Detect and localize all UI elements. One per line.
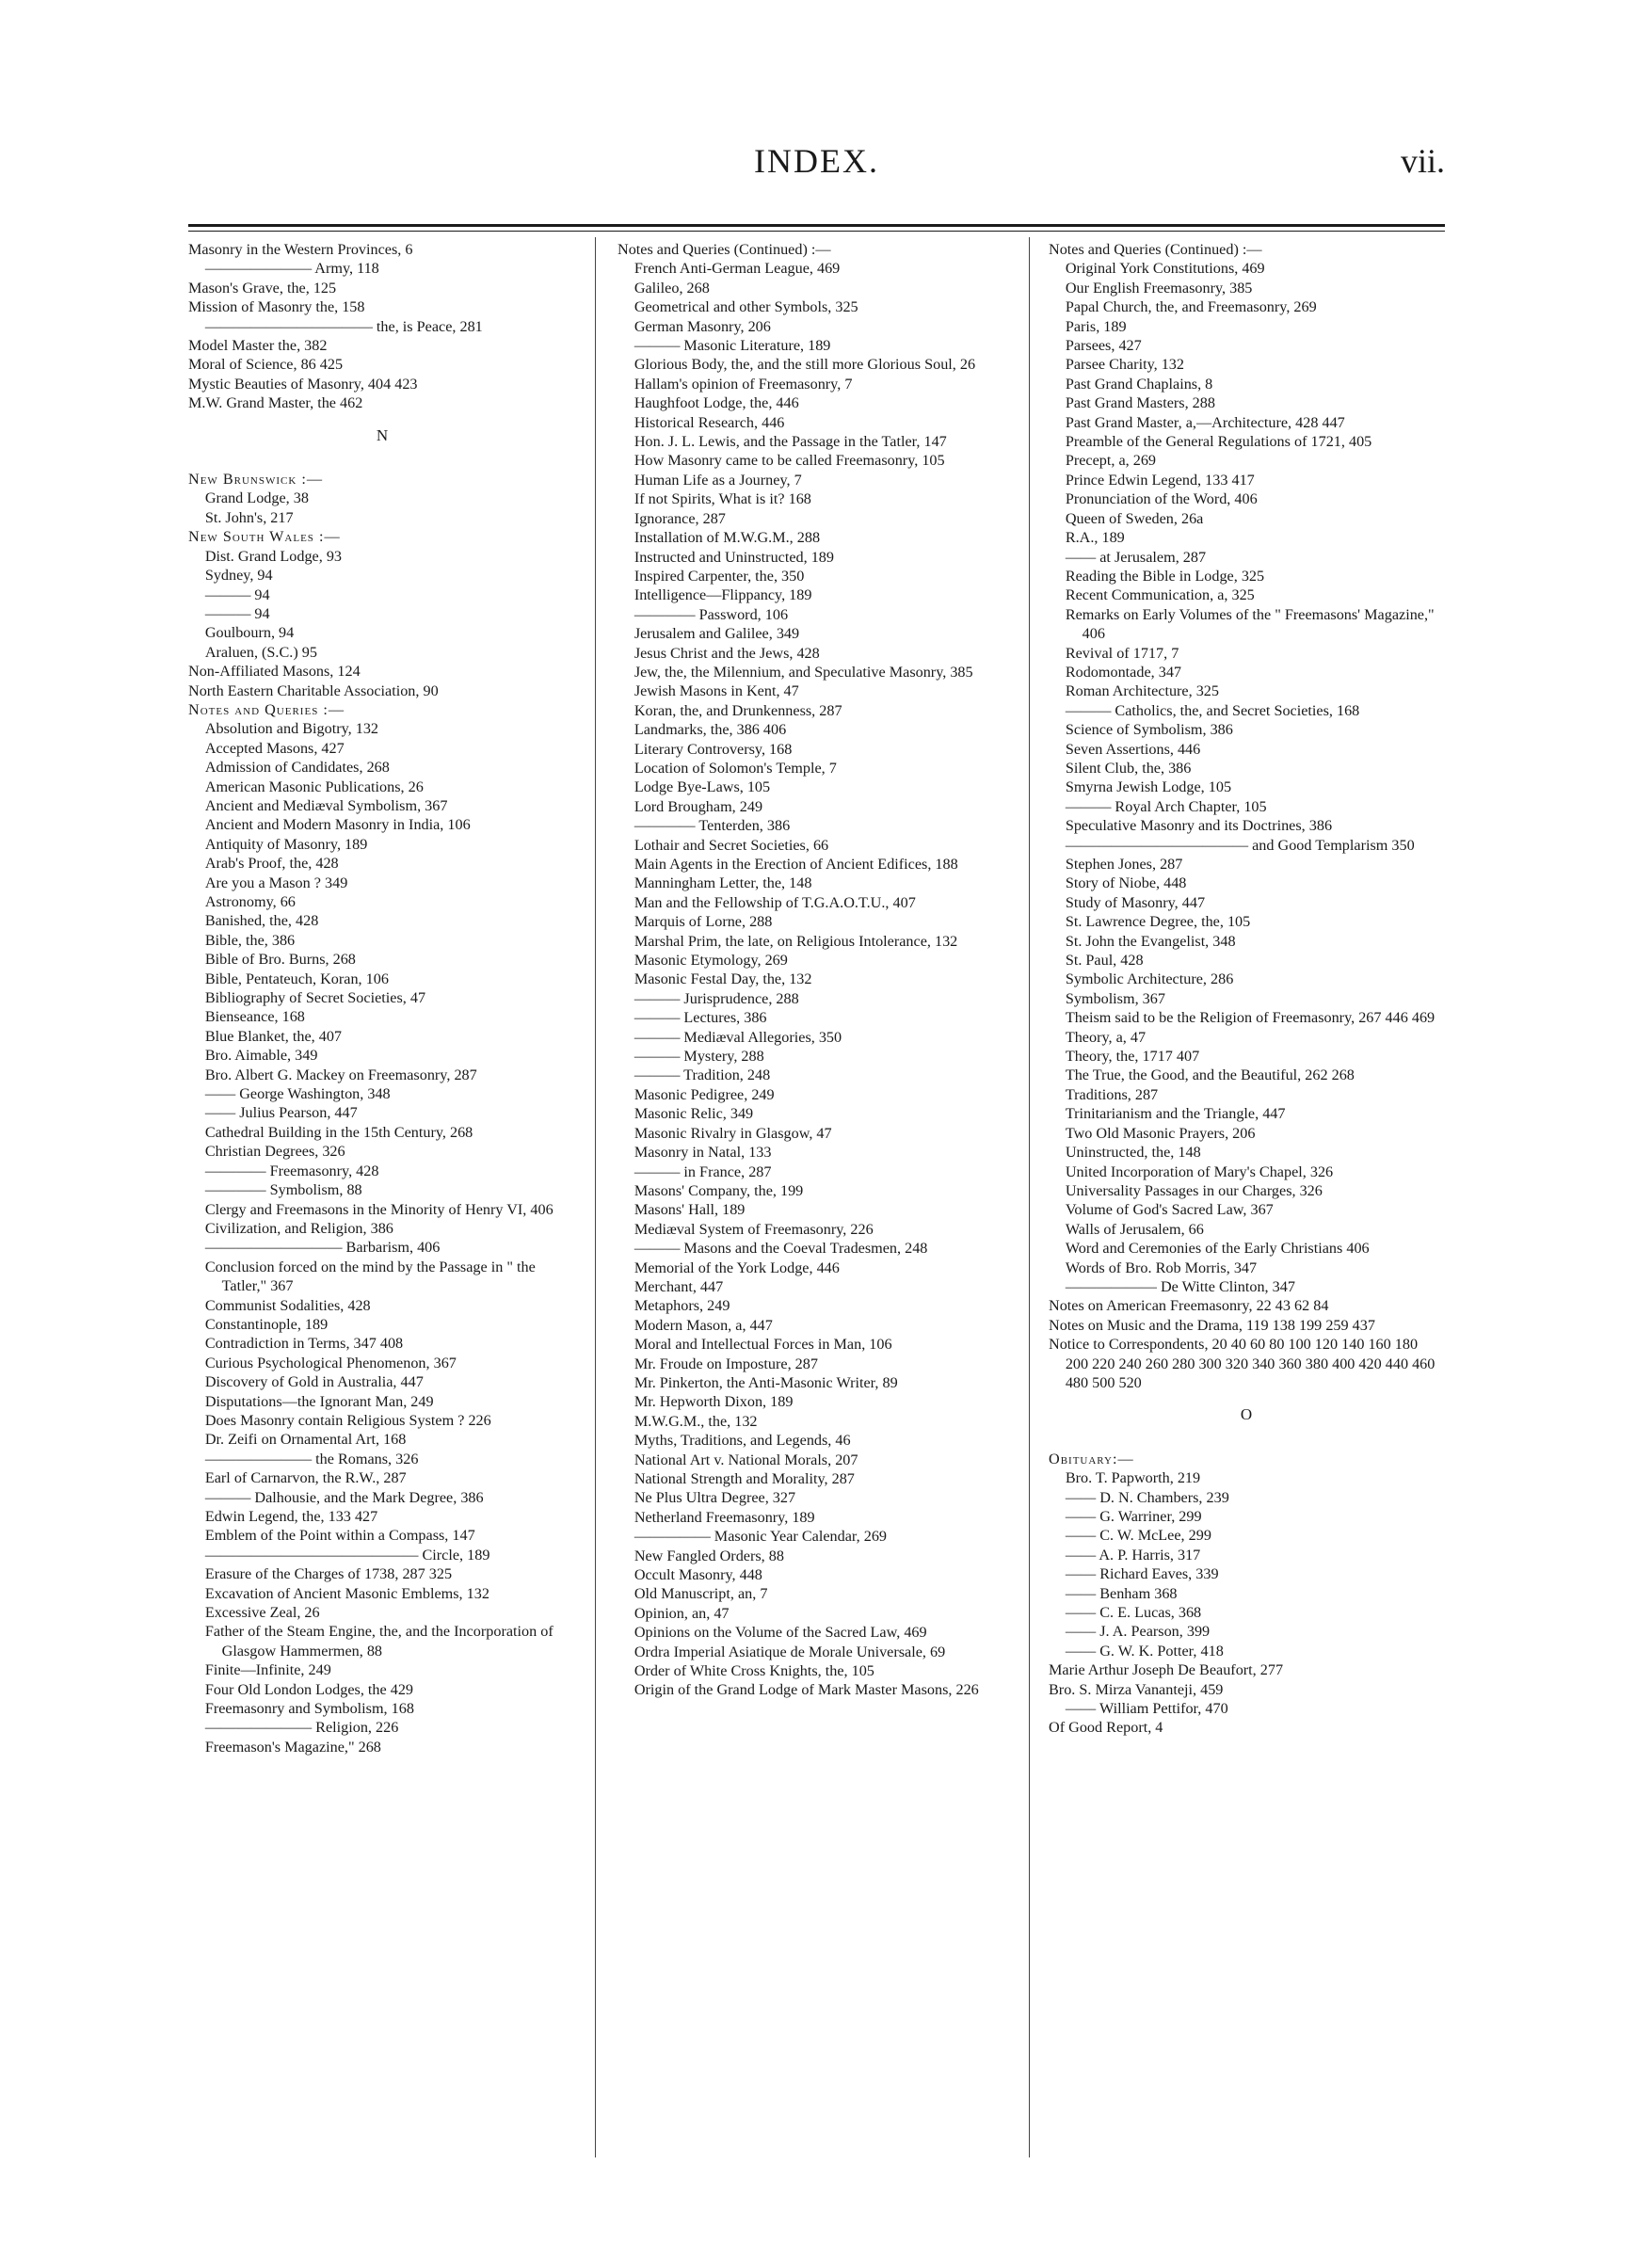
index-entry: Theism said to be the Religion of Freemasonry, 267 446 469 xyxy=(1065,1009,1435,1027)
index-column-2 xyxy=(617,240,1013,1700)
index-entry: Opinion, an, 47 xyxy=(634,1604,730,1622)
index-entry: ——————————— the, is Peace, 281 xyxy=(204,317,483,335)
index-entry: Lothair and Secret Societies, 66 xyxy=(634,836,829,854)
index-column-1 xyxy=(188,240,576,1756)
index-entry: —— Richard Eaves, 339 xyxy=(1065,1565,1219,1583)
index-entry: Lodge Bye-Laws, 105 xyxy=(634,778,771,796)
index-entry: Freemason's Magazine," 268 xyxy=(204,1738,381,1756)
index-entry: ——— Catholics, the, and Secret Societies, 168 xyxy=(1065,701,1360,719)
index-entry: How Masonry came to be called Freemasonry, 105 xyxy=(634,452,945,470)
index-entry: —— Benham 368 xyxy=(1065,1584,1178,1602)
index-entry: ——— Lectures, 386 xyxy=(634,1009,767,1027)
index-entry: Stephen Jones, 287 xyxy=(1065,856,1183,873)
index-entry: R.A., 189 xyxy=(1065,529,1125,547)
index-entry: Mr. Froude on Imposture, 287 xyxy=(634,1355,818,1372)
index-entry: Location of Solomon's Temple, 7 xyxy=(634,759,837,777)
column-divider xyxy=(595,237,596,2157)
index-entry: ——— Royal Arch Chapter, 105 xyxy=(1065,797,1267,815)
index-entry: Volume of God's Sacred Law, 367 xyxy=(1065,1201,1274,1219)
index-entry: ——— 94 xyxy=(204,604,270,622)
index-entry: Dist. Grand Lodge, 93 xyxy=(204,547,343,565)
index-entry: M.W.G.M., the, 132 xyxy=(634,1412,758,1430)
index-entry: Modern Mason, a, 447 xyxy=(634,1316,773,1334)
index-entry: ——— in France, 287 xyxy=(634,1163,772,1180)
index-entry: Installation of M.W.G.M., 288 xyxy=(634,529,821,547)
index-entry: Hon. J. L. Lewis, and the Passage in the Tatler, 147 xyxy=(634,433,947,451)
page-header xyxy=(188,141,1445,198)
index-entry: Notes and Queries (Continued) :— xyxy=(617,241,831,258)
index-entry: Jew, the, the Milennium, and Speculative Masonry, 385 xyxy=(634,663,973,681)
index-entry: Universality Passages in our Charges, 326 xyxy=(1065,1181,1323,1199)
index-entry: Cathedral Building in the 15th Century, 268 xyxy=(204,1123,473,1141)
index-entry: New Fangled Orders, 88 xyxy=(634,1547,784,1564)
index-entry: Model Master the, 382 xyxy=(188,337,328,355)
index-entry: Ancient and Mediæval Symbolism, 367 xyxy=(204,796,448,814)
page-title: INDEX. xyxy=(754,142,879,180)
index-heading: New Brunswick :— xyxy=(188,471,324,489)
index-entry: Communist Sodalities, 428 xyxy=(204,1296,371,1314)
index-entry: Mr. Pinkerton, the Anti-Masonic Writer, 89 xyxy=(634,1373,898,1391)
index-entry: ——— Dalhousie, and the Mark Degree, 386 xyxy=(204,1488,484,1506)
index-entry: Masons' Company, the, 199 xyxy=(634,1181,804,1199)
index-entry: Does Masonry contain Religious System ? 226 xyxy=(204,1411,491,1429)
index-entry: Past Grand Masters, 288 xyxy=(1065,394,1215,412)
index-entry: —— William Pettifor, 470 xyxy=(1065,1700,1228,1718)
index-entry: Bro. Albert G. Mackey on Freemasonry, 287 xyxy=(204,1066,477,1083)
index-entry: Absolution and Bigotry, 132 xyxy=(204,720,379,738)
index-entry: Lord Brougham, 249 xyxy=(634,797,763,815)
index-entry: Reading the Bible in Lodge, 325 xyxy=(1065,567,1265,585)
index-entry: Notice to Correspondents, 20 40 60 80 100 120 140 160 180 200 220 240 260 280 300 320 340 360 380 400 420 440 460 480 500 520 xyxy=(1049,1336,1435,1391)
column-divider xyxy=(1029,237,1030,2157)
index-entry: ——— Tradition, 248 xyxy=(634,1066,771,1084)
index-entry: Papal Church, the, and Freemasonry, 269 xyxy=(1065,298,1317,316)
index-entry: ——— 94 xyxy=(204,585,270,603)
index-entry: Grand Lodge, 38 xyxy=(204,489,309,507)
index-entry: ———— Freemasonry, 428 xyxy=(204,1162,379,1179)
index-entry: —— G. W. K. Potter, 418 xyxy=(1065,1642,1224,1660)
index-entry: Intelligence—Flippancy, 189 xyxy=(634,586,812,604)
index-entry: ——— Mediæval Allegories, 350 xyxy=(634,1028,842,1046)
index-entry: Prince Edwin Legend, 133 417 xyxy=(1065,471,1255,489)
index-entry: Galileo, 268 xyxy=(634,279,710,297)
index-entry: Emblem of the Point within a Compass, 147 xyxy=(204,1527,475,1545)
index-entry: National Strength and Morality, 287 xyxy=(634,1470,855,1487)
index-entry: ——— Mystery, 288 xyxy=(634,1048,764,1066)
header-rule-thick xyxy=(188,224,1445,227)
index-entry: Occult Masonry, 448 xyxy=(634,1566,762,1584)
index-entry: —— A. P. Harris, 317 xyxy=(1065,1546,1201,1563)
index-entry: —————— De Witte Clinton, 347 xyxy=(1065,1277,1295,1295)
index-entry: Inspired Carpenter, the, 350 xyxy=(634,567,805,585)
index-entry: Mr. Hepworth Dixon, 189 xyxy=(634,1393,794,1411)
index-entry: American Masonic Publications, 26 xyxy=(204,778,424,795)
index-entry: Finite—Infinite, 249 xyxy=(204,1661,331,1679)
index-entry: Accepted Masons, 427 xyxy=(204,739,345,757)
index-entry: —— George Washington, 348 xyxy=(204,1085,391,1103)
index-entry: Rodomontade, 347 xyxy=(1065,663,1182,681)
index-entry: Manningham Letter, the, 148 xyxy=(634,874,812,892)
index-entry: ————— Masonic Year Calendar, 269 xyxy=(634,1528,888,1546)
index-entry: Silent Club, the, 386 xyxy=(1065,759,1192,777)
index-entry: Masonic Etymology, 269 xyxy=(634,952,788,970)
index-entry: Bible of Bro. Burns, 268 xyxy=(204,951,356,969)
index-entry: ——————— Army, 118 xyxy=(204,260,379,278)
index-entry: Ignorance, 287 xyxy=(634,509,726,527)
index-entry: Notes and Queries (Continued) :— xyxy=(1049,241,1262,258)
index-entry: Parsee Charity, 132 xyxy=(1065,356,1184,374)
index-entry: Precept, a, 269 xyxy=(1065,452,1157,470)
index-entry: Walls of Jerusalem, 66 xyxy=(1065,1220,1204,1238)
index-entry: ———— Password, 106 xyxy=(634,605,789,623)
index-entry: ———— Tenterden, 386 xyxy=(634,817,791,835)
index-entry: St. Lawrence Degree, the, 105 xyxy=(1065,913,1251,931)
index-entry: —— C. E. Lucas, 368 xyxy=(1065,1604,1202,1622)
index-entry: Glorious Body, the, and the still more Glorious Soul, 26 xyxy=(634,356,976,374)
index-entry: Constantinople, 189 xyxy=(204,1315,329,1333)
index-entry: Geometrical and other Symbols, 325 xyxy=(634,298,858,316)
index-entry: Astronomy, 66 xyxy=(204,893,296,910)
index-entry: St. John's, 217 xyxy=(204,508,294,526)
index-entry: Bibliography of Secret Societies, 47 xyxy=(204,989,426,1007)
index-entry: Disputations—the Ignorant Man, 249 xyxy=(204,1392,434,1410)
index-entry: Landmarks, the, 386 406 xyxy=(634,721,787,739)
index-entry: Masonry in Natal, 133 xyxy=(634,1144,772,1162)
index-entry: Symbolism, 367 xyxy=(1065,989,1165,1007)
index-entry: Original York Constitutions, 469 xyxy=(1065,260,1265,278)
index-entry: Masonry in the Western Provinces, 6 xyxy=(188,241,413,258)
index-entry: Mediæval System of Freemasonry, 226 xyxy=(634,1220,874,1238)
index-entry: Antiquity of Masonry, 189 xyxy=(204,835,368,853)
index-entry: Merchant, 447 xyxy=(634,1277,724,1295)
index-entry: Remarks on Early Volumes of the " Freemasons' Magazine," 406 xyxy=(1065,605,1435,643)
index-entry: Bro. S. Mirza Vananteji, 459 xyxy=(1049,1680,1224,1698)
index-entry: Order of White Cross Knights, the, 105 xyxy=(634,1662,874,1680)
index-entry: Masonic Pedigree, 249 xyxy=(634,1085,775,1103)
header-rule-thin xyxy=(188,231,1445,232)
index-entry: Edwin Legend, the, 133 427 xyxy=(204,1508,378,1525)
index-entry: Myths, Traditions, and Legends, 46 xyxy=(634,1432,851,1450)
index-entry: Conclusion forced on the mind by the Passage in " the Tatler," 367 xyxy=(204,1258,536,1295)
index-heading: New South Wales :— xyxy=(188,528,341,546)
index-entry: Masonic Rivalry in Glasgow, 47 xyxy=(634,1124,832,1142)
index-entry: Of Good Report, 4 xyxy=(1049,1719,1163,1737)
index-entry: Bible, Pentateuch, Koran, 106 xyxy=(204,970,389,987)
index-entry: Sydney, 94 xyxy=(204,567,273,585)
index-entry: —— C. W. McLee, 299 xyxy=(1065,1527,1211,1545)
index-entry: Mason's Grave, the, 125 xyxy=(188,279,337,297)
index-entry: Recent Communication, a, 325 xyxy=(1065,586,1255,604)
index-entry: Man and the Fellowship of T.G.A.O.T.U., 407 xyxy=(634,893,916,911)
index-entry: Trinitarianism and the Triangle, 447 xyxy=(1065,1105,1286,1123)
index-entry: —— D. N. Chambers, 239 xyxy=(1065,1488,1229,1506)
index-entry: Curious Psychological Phenomenon, 367 xyxy=(204,1354,457,1371)
index-heading: Obituary:— xyxy=(1049,1450,1134,1467)
index-entry: The True, the Good, and the Beautiful, 262 268 xyxy=(1065,1066,1355,1084)
index-entry: ————————— Barbarism, 406 xyxy=(204,1239,441,1257)
index-entry: Discovery of Gold in Australia, 447 xyxy=(204,1373,424,1391)
index-entry: Ancient and Modern Masonry in India, 106 xyxy=(204,816,471,834)
index-entry: —— Julius Pearson, 447 xyxy=(204,1104,358,1122)
index-entry: Preamble of the General Regulations of 1721, 405 xyxy=(1065,433,1372,451)
index-entry: Admission of Candidates, 268 xyxy=(204,759,390,777)
index-entry: Are you a Mason ? 349 xyxy=(204,874,348,891)
index-entry: Symbolic Architecture, 286 xyxy=(1065,970,1234,988)
index-entry: Christian Degrees, 326 xyxy=(204,1143,345,1161)
index-entry: Erasure of the Charges of 1738, 287 325 xyxy=(204,1565,453,1583)
index-entry: Seven Assertions, 446 xyxy=(1065,740,1201,758)
index-entry: ——————— the Romans, 326 xyxy=(204,1450,419,1467)
index-entry: United Incorporation of Mary's Chapel, 326 xyxy=(1065,1163,1334,1180)
index-entry: Dr. Zeifi on Ornamental Art, 168 xyxy=(204,1431,407,1449)
index-entry: Four Old London Lodges, the 429 xyxy=(204,1680,414,1698)
index-entry: Notes on American Freemasonry, 22 43 62 84 xyxy=(1049,1297,1329,1315)
page-number: vii. xyxy=(1400,142,1445,180)
index-entry: Word and Ceremonies of the Early Christians 406 xyxy=(1065,1240,1370,1258)
index-entry: Masonic Festal Day, the, 132 xyxy=(634,970,812,988)
index-entry: —— G. Warriner, 299 xyxy=(1065,1508,1202,1525)
index-entry: Moral and Intellectual Forces in Man, 106 xyxy=(634,1336,892,1354)
index-entry: Earl of Carnarvon, the R.W., 287 xyxy=(204,1469,407,1487)
index-entry: Koran, the, and Drunkenness, 287 xyxy=(634,701,842,719)
index-entry: Ordra Imperial Asiatique de Morale Universale, 69 xyxy=(634,1643,946,1660)
index-entry: Pronunciation of the Word, 406 xyxy=(1065,490,1258,508)
index-entry: Hallam's opinion of Freemasonry, 7 xyxy=(634,375,853,393)
index-entry: Memorial of the York Lodge, 446 xyxy=(634,1259,840,1276)
index-entry: Masons' Hall, 189 xyxy=(634,1201,746,1219)
index-heading: Notes and Queries :— xyxy=(188,700,345,718)
index-entry: Blue Blanket, the, 407 xyxy=(204,1027,343,1045)
index-entry: ——— Masonic Literature, 189 xyxy=(634,337,831,355)
index-entry: Theory, the, 1717 407 xyxy=(1065,1048,1200,1066)
index-entry: Smyrna Jewish Lodge, 105 xyxy=(1065,778,1232,796)
index-entry: Bienseance, 168 xyxy=(204,1008,305,1026)
index-entry: ———— Symbolism, 88 xyxy=(204,1181,362,1199)
index-entry: Freemasonry and Symbolism, 168 xyxy=(204,1700,414,1718)
index-entry: St. John the Evangelist, 348 xyxy=(1065,932,1236,950)
index-entry: Study of Masonry, 447 xyxy=(1065,893,1206,911)
index-entry: ———————————— and Good Templarism 350 xyxy=(1065,836,1415,854)
index-entry: St. Paul, 428 xyxy=(1065,952,1144,970)
index-entry: Opinions on the Volume of the Sacred Law, 469 xyxy=(634,1624,927,1642)
section-letter: N xyxy=(376,425,389,444)
index-entry: Araluen, (S.C.) 95 xyxy=(204,643,317,661)
index-entry: Jesus Christ and the Jews, 428 xyxy=(634,644,820,662)
index-entry: Bible, the, 386 xyxy=(204,931,296,949)
index-entry: Metaphors, 249 xyxy=(634,1297,730,1315)
index-column-3 xyxy=(1049,240,1444,1738)
index-entry: If not Spirits, What is it? 168 xyxy=(634,490,811,508)
index-entry: North Eastern Charitable Association, 90 xyxy=(188,682,439,699)
index-entry: ——— Jurisprudence, 288 xyxy=(634,989,799,1007)
index-entry: Non-Affiliated Masons, 124 xyxy=(188,663,361,681)
index-entry: —— J. A. Pearson, 399 xyxy=(1065,1623,1211,1641)
index-entry: M.W. Grand Master, the 462 xyxy=(188,394,363,412)
index-entry: Jerusalem and Galilee, 349 xyxy=(634,625,800,643)
index-entry: Past Grand Master, a,—Architecture, 428 447 xyxy=(1065,413,1345,431)
index-entry: Words of Bro. Rob Morris, 347 xyxy=(1065,1259,1258,1276)
index-entry: Netherland Freemasonry, 189 xyxy=(634,1508,815,1526)
index-entry: Old Manuscript, an, 7 xyxy=(634,1585,768,1603)
index-entry: Speculative Masonry and its Doctrines, 386 xyxy=(1065,817,1333,835)
index-entry: Paris, 189 xyxy=(1065,317,1127,335)
index-entry: Arab's Proof, the, 428 xyxy=(204,855,339,873)
index-entry: Parsees, 427 xyxy=(1065,337,1142,355)
index-entry: Science of Symbolism, 386 xyxy=(1065,721,1233,739)
index-entry: Civilization, and Religion, 386 xyxy=(204,1219,393,1237)
index-entry: Marie Arthur Joseph De Beaufort, 277 xyxy=(1049,1661,1284,1679)
index-entry: ——— Masons and the Coeval Tradesmen, 248 xyxy=(634,1240,928,1258)
index-entry: Masonic Relic, 349 xyxy=(634,1105,754,1123)
index-entry: Father of the Steam Engine, the, and the Incorporation of Glasgow Hammermen, 88 xyxy=(204,1623,553,1660)
index-entry: Past Grand Chaplains, 8 xyxy=(1065,375,1213,393)
index-entry: Origin of the Grand Lodge of Mark Master Masons, 226 xyxy=(634,1681,979,1699)
index-entry: Haughfoot Lodge, the, 446 xyxy=(634,394,799,412)
index-entry: Goulbourn, 94 xyxy=(204,624,295,642)
index-entry: German Masonry, 206 xyxy=(634,317,771,335)
index-entry: Two Old Masonic Prayers, 206 xyxy=(1065,1124,1256,1142)
index-entry: Roman Architecture, 325 xyxy=(1065,682,1219,700)
index-entry: Historical Research, 446 xyxy=(634,413,785,431)
index-entry: Main Agents in the Erection of Ancient Edifices, 188 xyxy=(634,856,958,873)
index-entry: Excavation of Ancient Masonic Emblems, 132 xyxy=(204,1584,489,1602)
index-entry: Our English Freemasonry, 385 xyxy=(1065,279,1253,297)
index-entry: Uninstructed, the, 148 xyxy=(1065,1144,1201,1162)
index-entry: Clergy and Freemasons in the Minority of Henry VI, 406 xyxy=(204,1200,553,1218)
index-entry: Notes on Music and the Drama, 119 138 199 259 437 xyxy=(1049,1316,1375,1334)
index-entry: Jewish Masons in Kent, 47 xyxy=(634,682,799,700)
index-entry: Human Life as a Journey, 7 xyxy=(634,471,802,489)
index-entry: Bro. Aimable, 349 xyxy=(204,1047,318,1065)
index-entry: Theory, a, 47 xyxy=(1065,1028,1147,1046)
index-entry: Contradiction in Terms, 347 408 xyxy=(204,1335,404,1353)
index-entry: National Art v. National Morals, 207 xyxy=(634,1451,858,1468)
index-entry: Marshal Prim, the late, on Religious Intolerance, 132 xyxy=(634,932,958,950)
index-entry: Ne Plus Ultra Degree, 327 xyxy=(634,1489,796,1507)
index-entry: French Anti-German League, 469 xyxy=(634,260,841,278)
index-entry: Excessive Zeal, 26 xyxy=(204,1604,320,1622)
index-entry: Moral of Science, 86 425 xyxy=(188,356,344,374)
index-entry: Instructed and Uninstructed, 189 xyxy=(634,548,834,566)
index-entry: Marquis of Lorne, 288 xyxy=(634,913,773,931)
index-entry: Queen of Sweden, 26a xyxy=(1065,509,1204,527)
index-entry: Bro. T. Papworth, 219 xyxy=(1065,1469,1201,1487)
index-entry: ——————— Religion, 226 xyxy=(204,1719,399,1737)
index-entry: —— at Jerusalem, 287 xyxy=(1065,548,1207,566)
index-entry: Story of Niobe, 448 xyxy=(1065,874,1187,892)
section-letter: O xyxy=(1240,1405,1253,1424)
index-entry: Revival of 1717, 7 xyxy=(1065,644,1179,662)
index-entry: Traditions, 287 xyxy=(1065,1085,1159,1103)
index-entry: Mission of Masonry the, 158 xyxy=(188,298,365,316)
index-entry: Literary Controversy, 168 xyxy=(634,740,793,758)
index-entry: —————————————— Circle, 189 xyxy=(204,1546,490,1563)
index-entry: Banished, the, 428 xyxy=(204,912,319,930)
index-entry: Mystic Beauties of Masonry, 404 423 xyxy=(188,375,418,393)
